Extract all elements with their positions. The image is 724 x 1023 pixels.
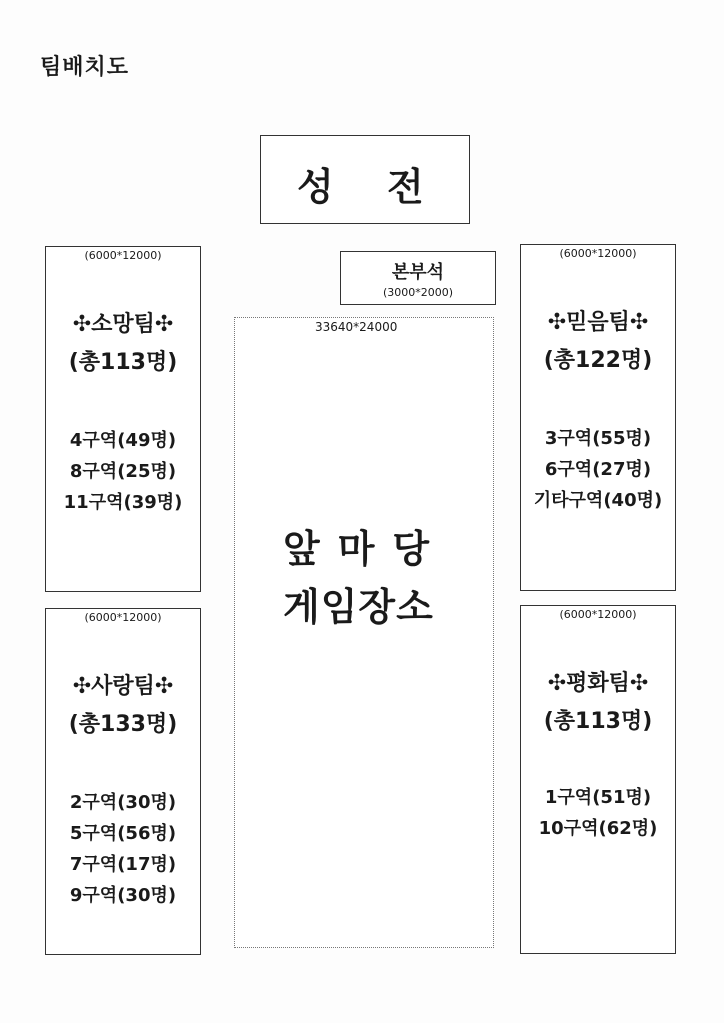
front-yard-label: 앞마당 (283, 527, 448, 571)
zone-item: 2구역(30명) (69, 792, 177, 813)
zone-item: 기타구역(40명) (533, 490, 663, 511)
team-box-somang (45, 246, 201, 592)
sanctuary-label-2: 전 (387, 165, 424, 209)
zone-item: 9구역(30명) (69, 885, 177, 906)
team-total: (총113명) (543, 709, 653, 734)
team-size: (6000*12000) (84, 249, 162, 262)
team-name: ✣믿음팀✣ (547, 310, 649, 335)
team-size: (6000*12000) (84, 611, 162, 624)
team-total: (총133명) (68, 712, 178, 737)
headquarters-size: (3000*2000) (382, 286, 454, 299)
zone-item: 4구역(49명) (69, 430, 177, 451)
team-name: ✣평화팀✣ (547, 671, 649, 696)
sanctuary-box (260, 135, 470, 224)
zone-item: 7구역(17명) (69, 854, 177, 875)
zone-item: 5구역(56명) (69, 823, 177, 844)
zone-list (46, 425, 200, 518)
zone-item: 11구역(39명) (63, 492, 183, 513)
zone-list (521, 423, 675, 516)
zone-item: 3구역(55명) (544, 428, 652, 449)
game-area-label: 게임장소 (283, 585, 434, 629)
zone-item: 10구역(62명) (538, 818, 658, 839)
headquarters-box (340, 251, 496, 305)
headquarters-name: 본부석 (391, 262, 445, 283)
team-size: (6000*12000) (559, 608, 637, 621)
page-title: 팀배치도 (40, 55, 130, 80)
team-box-pyeonghwa (520, 605, 676, 954)
team-name: ✣사랑팀✣ (72, 674, 174, 699)
zone-item: 1구역(51명) (544, 787, 652, 808)
sanctuary-label-1: 성 (297, 165, 334, 209)
front-yard-box (234, 317, 494, 948)
zone-list (521, 782, 675, 844)
team-total: (총113명) (68, 350, 178, 375)
zone-item: 8구역(25명) (69, 461, 177, 482)
team-box-mideum (520, 244, 676, 591)
zone-list (46, 787, 200, 911)
front-yard-size: 33640*24000 (315, 320, 398, 334)
team-total: (총122명) (543, 348, 653, 373)
zone-item: 6구역(27명) (544, 459, 652, 480)
team-box-sarang (45, 608, 201, 955)
team-size: (6000*12000) (559, 247, 637, 260)
team-name: ✣소망팀✣ (72, 312, 174, 337)
